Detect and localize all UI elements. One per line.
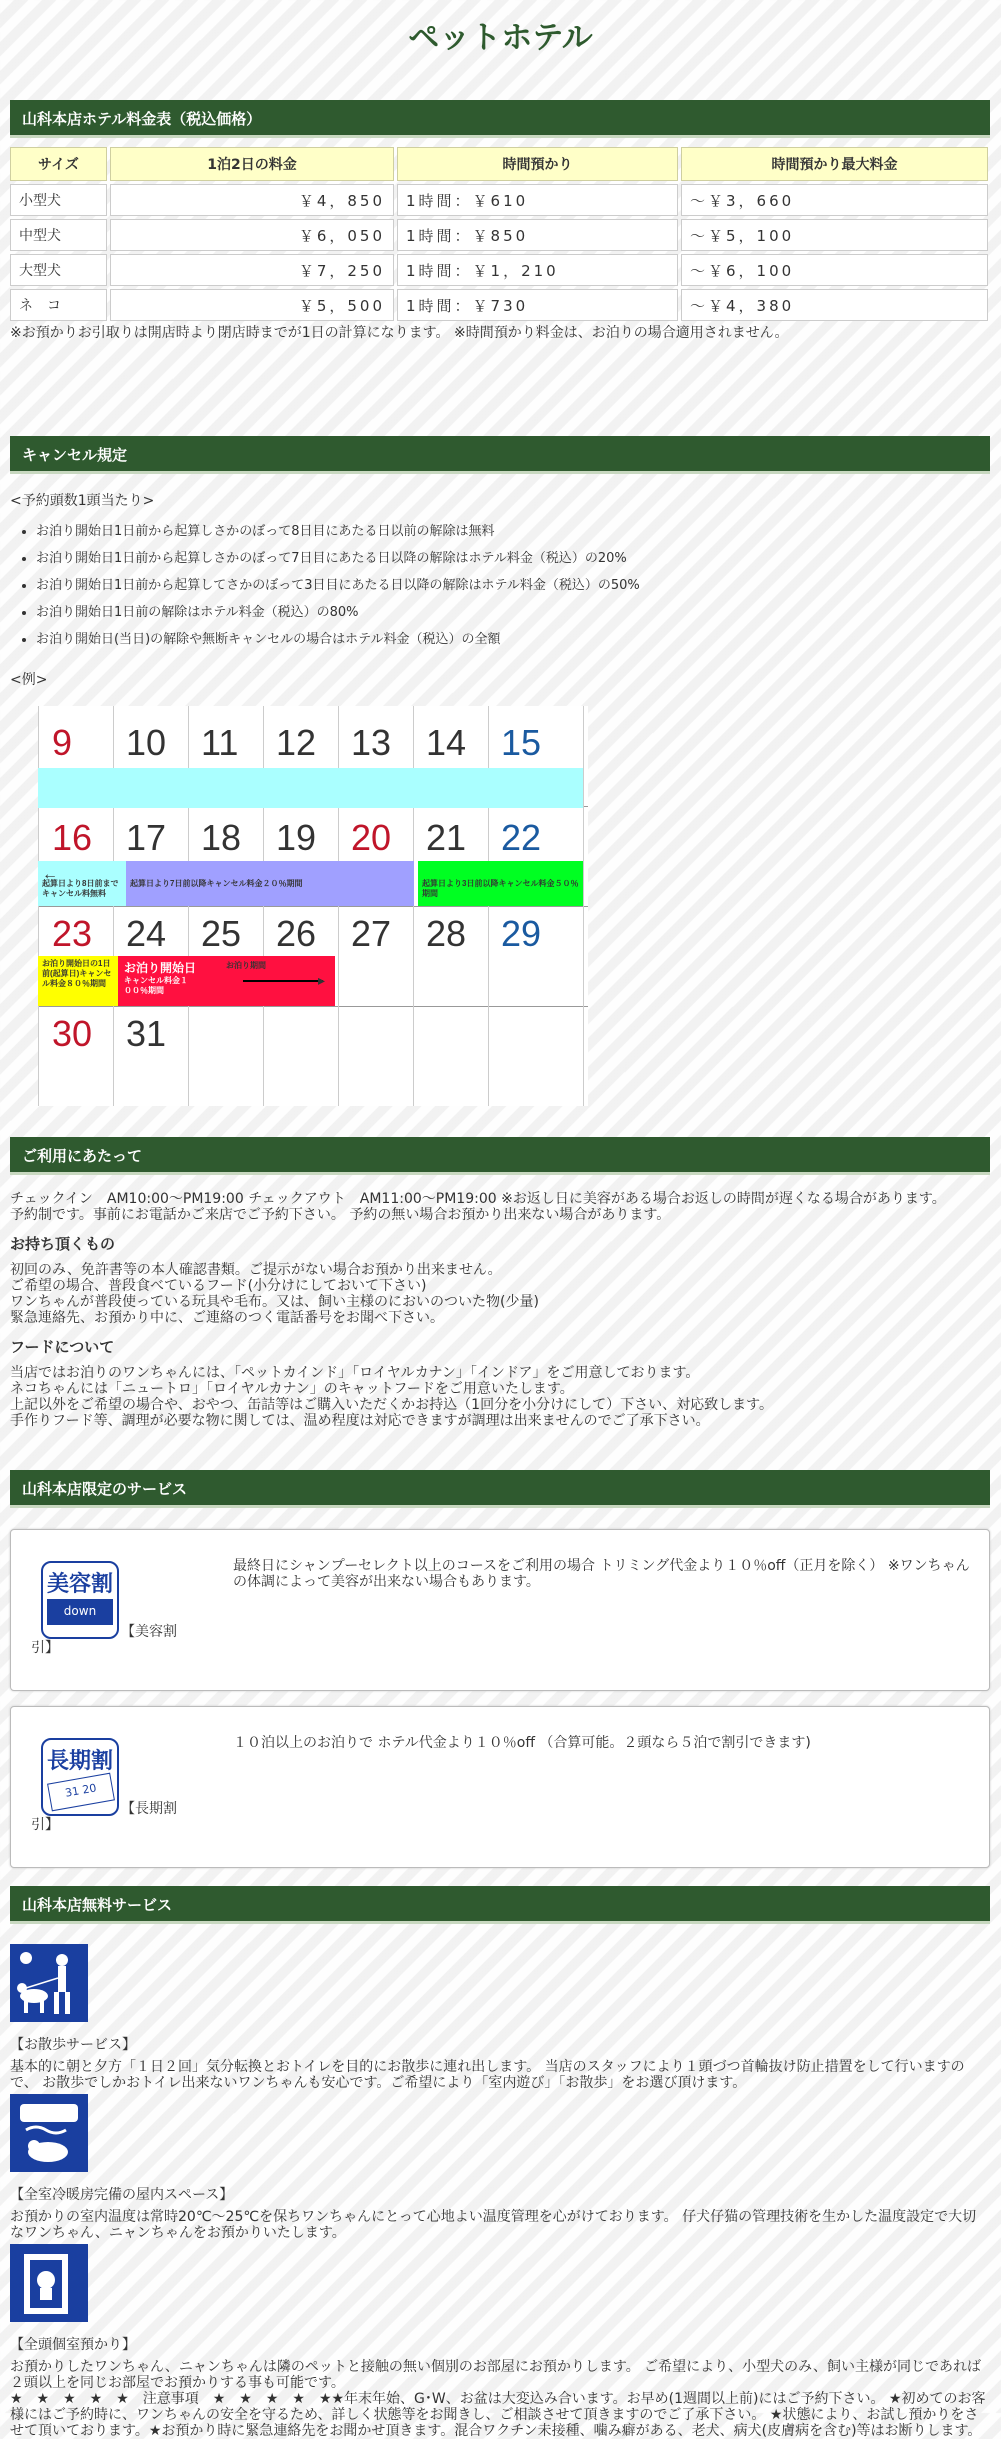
cancel-free-label: 起算日より8日前までキャンセル料無料 bbox=[38, 861, 126, 906]
calendar-day: 9 bbox=[52, 722, 73, 763]
cell-max: ～￥4，380 bbox=[681, 289, 988, 321]
private-room-icon bbox=[10, 2244, 88, 2322]
private-room-text: お預かりしたワンちゃん、ニャンちゃんは隣のペットと接触の無い個別のお部屋にお預かりします。 ご希望により、小型犬のみ、飼い主様が同じであれば２頭以上を同じお部屋でお預かりする事も可能です。 bbox=[10, 2359, 982, 2391]
usage-section-heading: ご利用にあたって bbox=[10, 1137, 990, 1175]
calendar-day: 16 bbox=[52, 817, 93, 858]
col-header-max: 時間預かり最大料金 bbox=[681, 147, 988, 181]
walk-service-label: 【お散歩サービス】 bbox=[10, 2037, 136, 2053]
cell-hourly: 1時間：￥850 bbox=[397, 219, 678, 251]
calendar-day: 11 bbox=[201, 722, 239, 763]
long-stay-label: 【長期割引】 bbox=[31, 1801, 177, 1833]
list-item: • お泊り開始日1日前から起算してさかのぼって3日目にあたる日以降の解除はホテル料金（税込）の50% bbox=[36, 572, 990, 599]
calendar-day: 28 bbox=[426, 913, 467, 954]
cell-size: 大型犬 bbox=[10, 254, 107, 286]
calendar-day: 30 bbox=[52, 1013, 93, 1054]
cell-size: ネ コ bbox=[10, 289, 107, 321]
table-row bbox=[10, 219, 988, 251]
long-stay-badge-icon: 長期割 31 20 bbox=[41, 1738, 119, 1816]
calendar-icon: 31 20 bbox=[47, 1773, 115, 1812]
price-note: ※お預かりお引取りは開店時より閉店時までが1日の計算になります。 ※時間預かり料金は、お泊りの場合適用されません。 bbox=[10, 325, 789, 341]
bring-heading: お持ち頂くもの bbox=[10, 1235, 116, 1253]
example-label: <例> bbox=[10, 672, 48, 688]
table-row bbox=[10, 254, 988, 286]
checkin-text: チェックイン AM10:00～PM19:00 チェックアウト AM11:00～PM19:00 ※お返し日に美容がある場合お返しの時間が遅くなる場合があります。 bbox=[10, 1191, 946, 1207]
arrow-left-icon: ← bbox=[42, 866, 58, 883]
beauty-discount-badge-icon: 美容割 down bbox=[41, 1561, 119, 1639]
cell-hourly: 1時間：￥610 bbox=[397, 184, 678, 216]
long-stay-discount-card bbox=[10, 1706, 990, 1868]
limited-section-heading: 山科本店限定のサービス bbox=[10, 1470, 990, 1508]
calendar-day: 14 bbox=[426, 722, 467, 763]
indoor-space-text: お預かりの室内温度は常時20℃～25℃を保ちワンちゃんにとって心地よい温度管理を心がけております。 仔犬仔猫の管理技術を生かした温度設定で大切なワンちゃん、ニャンちゃんをお預かりいたします。 bbox=[10, 2209, 977, 2241]
price-table bbox=[7, 144, 991, 324]
cell-overnight: ￥7，250 bbox=[110, 254, 394, 286]
walk-service-text: 基本的に朝と夕方「１日２回」気分転換とおトイレを目的にお散歩に連れ出します。 当店のスタッフにより１頭づつ首輪抜け防止措置をして行いますので、 お散歩でしかおトイレ出来ないワンちゃんも安心です。ご希望により「室内遊び」「お散歩」をお選び頂けます。 bbox=[10, 2059, 965, 2091]
price-table-header bbox=[10, 147, 988, 181]
cell-overnight: ￥4，850 bbox=[110, 184, 394, 216]
calendar-day: 31 bbox=[126, 1013, 167, 1054]
calendar-day: 20 bbox=[351, 817, 392, 858]
calendar-day: 25 bbox=[201, 913, 242, 954]
walk-service-icon bbox=[10, 1944, 88, 2022]
cell-hourly: 1時間：￥730 bbox=[397, 289, 678, 321]
air-conditioner-icon bbox=[10, 2094, 88, 2172]
cell-overnight: ￥6，050 bbox=[110, 219, 394, 251]
cell-max: ～￥3，660 bbox=[681, 184, 988, 216]
calendar-day: 15 bbox=[501, 722, 542, 763]
food-line: 当店ではお泊りのワンちゃんには、「ペットカインド」「ロイヤルカナン」「インドア」をご用意しております。 bbox=[10, 1365, 700, 1381]
col-header-overnight: 1泊2日の料金 bbox=[110, 147, 394, 181]
cell-max: ～￥6，100 bbox=[681, 254, 988, 286]
cancel-100-label: キャンセル料金１００％期間 bbox=[124, 976, 188, 995]
cell-max: ～￥5，100 bbox=[681, 219, 988, 251]
food-line: 手作りフード等、調理が必要な物に関しては、温め程度は対応できますが調理は出来ませんのでご了承下さい。 bbox=[10, 1413, 710, 1429]
bring-line: 初回のみ、免許書等の本人確認書類。ご提示がない場合お預かり出来ません。 bbox=[10, 1262, 502, 1278]
list-item: • お泊り開始日(当日)の解除や無断キャンセルの場合はホテル料金（税込）の全額 bbox=[36, 626, 990, 653]
stay-period-arrow bbox=[243, 980, 323, 982]
cancel-rules-list bbox=[10, 518, 990, 653]
cancel-intro: <予約頭数1頭当たり> bbox=[10, 493, 155, 509]
stay-period-label: お泊り期間 bbox=[226, 961, 266, 970]
cancel-20-percent-bar: 起算日より7日前以降キャンセル料金２０％期間 bbox=[126, 861, 414, 906]
bring-line: ご希望の場合、普段食べているフード(小分けにしておいて下さい) bbox=[10, 1278, 427, 1294]
calendar-day: 19 bbox=[276, 817, 317, 858]
calendar-day: 22 bbox=[501, 817, 542, 858]
cancel-50-percent-bar: 起算日より3日前以降キャンセル料金５０％期間 bbox=[418, 861, 583, 906]
private-room-label: 【全頭個室預かり】 bbox=[10, 2337, 136, 2353]
caution-notes: ★ ★ ★ ★ ★ 注意事項 ★ ★ ★ ★ ★★年末年始、G･W、お盆は大変込み合います。お早め(1週間以上前)にはご予約下さい。 ★初めてのお客様にはご予約時に、ワンちゃんの安全を守るため、詳しく状態等をお聞きし、ご相談させて頂きますのでご了承下さい。 ★状態により、お試し預かりをさせて頂いております。★お預かり時に緊急連絡先をお聞かせ頂きます。混合ワクチン未接種、噛み癖がある、老犬、病犬(皮膚病を含む)等はお断りします。 bbox=[10, 2391, 986, 2439]
food-heading: フードについて bbox=[10, 1338, 115, 1356]
calendar-day: 29 bbox=[501, 913, 542, 954]
table-row bbox=[10, 184, 988, 216]
bring-line: 緊急連絡先、お預かり中に、ご連絡のつく電話番号をお聞べ下さい。 bbox=[10, 1310, 444, 1326]
col-header-hourly: 時間預かり bbox=[397, 147, 678, 181]
calendar-day: 13 bbox=[351, 722, 392, 763]
cell-overnight: ￥5，500 bbox=[110, 289, 394, 321]
arrow-right-icon: ▸ bbox=[318, 972, 326, 988]
indoor-space-label: 【全室冷暖房完備の屋内スペース】 bbox=[10, 2187, 234, 2203]
cancel-80-percent-bar: お泊り開始日の1日前(起算日)キャンセル料金８０％期間 bbox=[38, 956, 118, 1006]
beauty-discount-label: 【美容割引】 bbox=[31, 1624, 177, 1656]
reservation-text: 予約制です。事前にお電話かご来店でご予約下さい。 予約の無い場合お預かり出来ない場合があります。 bbox=[10, 1207, 671, 1223]
cancel-section-heading: キャンセル規定 bbox=[10, 436, 990, 474]
cell-size: 中型犬 bbox=[10, 219, 107, 251]
cancel-100-percent-bar bbox=[118, 956, 335, 1006]
calendar-day: 12 bbox=[276, 722, 317, 763]
free-section-heading: 山科本店無料サービス bbox=[10, 1886, 990, 1924]
cancel-calendar-example bbox=[38, 706, 588, 1106]
list-item: • お泊り開始日1日前から起算しさかのぼって7日目にあたる日以降の解除はホテル料金（税込）の20% bbox=[36, 545, 990, 572]
calendar-day: 26 bbox=[276, 913, 317, 954]
stay-start-label: お泊り開始日 bbox=[124, 961, 197, 975]
calendar-day: 24 bbox=[126, 913, 167, 954]
cell-hourly: 1時間：￥1，210 bbox=[397, 254, 678, 286]
bring-line: ワンちゃんが普段使っている玩具や毛布。又は、飼い主様のにおいのついた物(少量) bbox=[10, 1294, 539, 1310]
cell-size: 小型犬 bbox=[10, 184, 107, 216]
down-arrow-icon: down bbox=[47, 1599, 113, 1625]
col-header-size: サイズ bbox=[10, 147, 107, 181]
long-stay-text: １０泊以上のお泊りで ホテル代金より１０％off （合算可能。２頭なら５泊で割引できます) bbox=[233, 1735, 811, 1751]
calendar-day: 18 bbox=[201, 817, 242, 858]
price-section-heading: 山科本店ホテル料金表（税込価格） bbox=[10, 100, 990, 138]
page-title: ペットホテル bbox=[408, 20, 593, 56]
calendar-day: 21 bbox=[426, 817, 467, 858]
food-line: ネコちゃんには「ニュートロ」「ロイヤルカナン」のキャットフードをご用意いたします。 bbox=[10, 1381, 574, 1397]
beauty-discount-card bbox=[10, 1529, 990, 1691]
list-item: • お泊り開始日1日前の解除はホテル料金（税込）の80% bbox=[36, 599, 990, 626]
list-item: • お泊り開始日1日前から起算しさかのぼって8日目にあたる日以前の解除は無料 bbox=[36, 518, 990, 545]
table-row bbox=[10, 289, 988, 321]
cancel-free-period-bar bbox=[38, 768, 583, 808]
calendar-day: 10 bbox=[126, 722, 167, 763]
calendar-day: 17 bbox=[126, 817, 167, 858]
calendar-day: 27 bbox=[351, 913, 392, 954]
calendar-day: 23 bbox=[52, 913, 93, 954]
beauty-discount-text: 最終日にシャンプーセレクト以上のコースをご利用の場合 トリミング代金より１０％off（正月を除く） ※ワンちゃんの体調によって美容が出来ない場合もあります。 bbox=[233, 1558, 970, 1590]
food-line: 上記以外をご希望の場合や、おやつ、缶詰等はご購入いただくかお持込（1回分を小分けにして）下さい、対応致します。 bbox=[10, 1397, 773, 1413]
